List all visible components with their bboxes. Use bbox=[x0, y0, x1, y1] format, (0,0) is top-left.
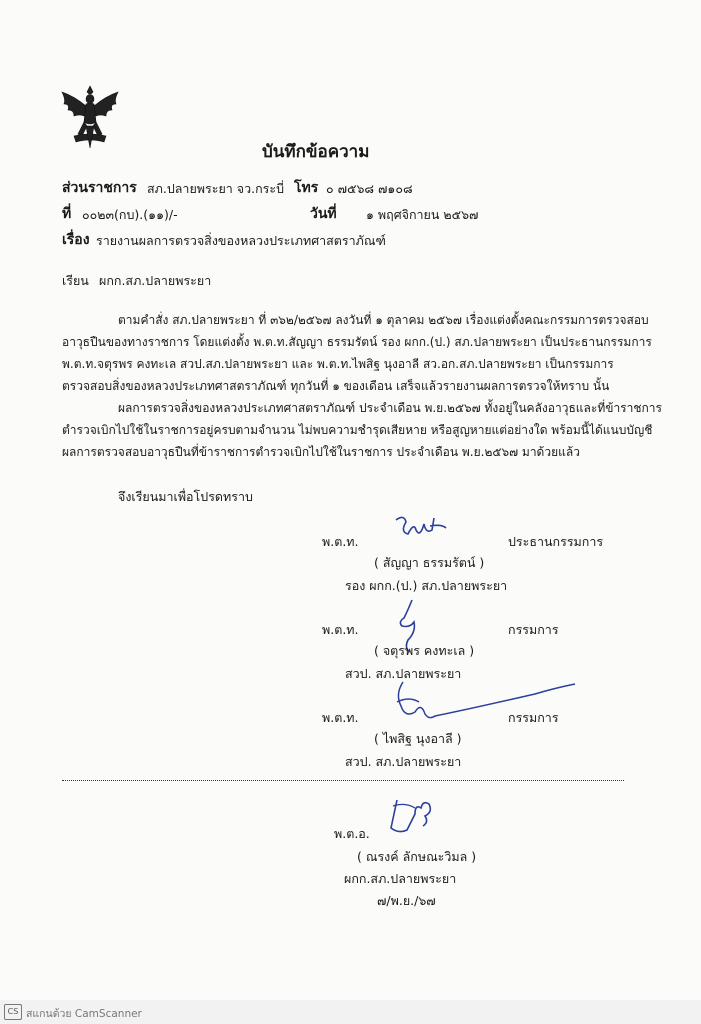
date-label: วันที่ bbox=[310, 206, 337, 222]
signer-3-position: สวป. สภ.ปลายพระยา bbox=[345, 754, 462, 769]
signer-3-name: ( ไพสิฐ นุงอาลี ) bbox=[374, 731, 462, 746]
signer-3-role: กรรมการ bbox=[508, 710, 559, 725]
agency-value: สภ.ปลายพระยา จว.กระบี่ bbox=[147, 181, 285, 196]
date-value: ๑ พฤศจิกายน ๒๕๖๗ bbox=[366, 207, 479, 222]
subject-value: รายงานผลการตรวจสิ่งของหลวงประเภทศาสตราภัณฑ์ bbox=[96, 233, 386, 248]
signer-2-rank: พ.ต.ท. bbox=[322, 622, 359, 637]
phone-label: โทร bbox=[294, 180, 319, 196]
subject-label: เรื่อง bbox=[62, 232, 90, 248]
dotted-divider bbox=[62, 780, 624, 781]
approver-rank: พ.ต.อ. bbox=[334, 826, 370, 841]
camscanner-logo-icon: CS bbox=[4, 1004, 22, 1020]
scanner-footer bbox=[0, 1000, 701, 1024]
signer-1-position: รอง ผกก.(ป.) สภ.ปลายพระยา bbox=[345, 578, 508, 593]
signature-1-icon bbox=[390, 512, 454, 546]
paragraph-line: พ.ต.ท.จตุรพร คงทะเล สวป.สภ.ปลายพระยา และ พ.ต.ท.ไพสิฐ นุงอาลี สว.อก.สภ.ปลายพระยา เป็นกรรมการ bbox=[62, 357, 614, 371]
ref-label: ที่ bbox=[62, 206, 72, 222]
approver-position: ผกก.สภ.ปลายพระยา bbox=[344, 871, 457, 886]
scanner-watermark-text: สแกนด้วย CamScanner bbox=[26, 1008, 142, 1020]
approver-name: ( ณรงค์ ลักษณะวิมล ) bbox=[357, 849, 477, 864]
phone-value: ๐ ๗๕๖๘ ๗๑๐๘ bbox=[326, 181, 413, 196]
paragraph-line: อาวุธปืนของทางราชการ โดยแต่งตั้ง พ.ต.ท.สัญญา ธรรมรัตน์ รอง ผกก.(ป.) สภ.ปลายพระยา เป็นประธานกรรมการ bbox=[62, 335, 652, 349]
paragraph-line: ตรวจสอบสิ่งของหลวงประเภทศาสตราภัณฑ์ ทุกวันที่ ๑ ของเดือน เสร็จแล้วรายงานผลการตรวจให้ทราบ นั้น bbox=[62, 379, 610, 393]
signer-2-role: กรรมการ bbox=[508, 622, 559, 637]
signer-1-role: ประธานกรรมการ bbox=[508, 534, 604, 549]
to-label: เรียน bbox=[62, 273, 89, 288]
paragraph-line: ตำรวจเบิกไปใช้ในราชการอยู่ครบตามจำนวน ไม่พบความชำรุดเสียหาย หรือสูญหายแต่อย่างใด พร้อมนี้ได้แนบบัญชี bbox=[62, 423, 653, 437]
signer-1-name: ( สัญญา ธรรมรัตน์ ) bbox=[374, 555, 485, 570]
body-paragraph-1 bbox=[62, 309, 652, 397]
to-value: ผกก.สภ.ปลายพระยา bbox=[99, 273, 212, 288]
approver-signature-icon bbox=[385, 794, 445, 840]
paragraph-line: ผลการตรวจสิ่งของหลวงประเภทศาสตราภัณฑ์ ประจำเดือน พ.ย.๒๕๖๗ ทั้งอยู่ในคลังอาวุธและที่ข้าราชการ bbox=[118, 401, 662, 415]
signer-2-position: สวป. สภ.ปลายพระยา bbox=[345, 666, 462, 681]
paragraph-line: ผลการตรวจสอบอาวุธปืนที่ข้าราชการตำรวจเบิกไปใช้ในราชการ ประจำเดือน พ.ย.๒๕๖๗ มาด้วยแล้ว bbox=[62, 445, 580, 459]
signer-1-rank: พ.ต.ท. bbox=[322, 534, 359, 549]
signer-3-rank: พ.ต.ท. bbox=[322, 710, 359, 725]
garuda-emblem-icon bbox=[56, 82, 124, 152]
memo-title: บันทึกข้อความ bbox=[262, 142, 370, 162]
agency-label: ส่วนราชการ bbox=[62, 180, 137, 196]
approval-date: ๗/พ.ย./๖๗ bbox=[377, 893, 436, 908]
ref-value: ๐๐๒๓(กบ).(๑๑)/- bbox=[82, 207, 178, 222]
closing-text: จึงเรียนมาเพื่อโปรดทราบ bbox=[118, 489, 253, 504]
body-paragraph-2 bbox=[62, 397, 662, 463]
signer-2-name: ( จตุรพร คงทะเล ) bbox=[374, 643, 475, 658]
paragraph-line: ตามคำสั่ง สภ.ปลายพระยา ที่ ๓๖๒/๒๕๖๗ ลงวันที่ ๑ ตุลาคม ๒๕๖๗ เรื่องแต่งตั้งคณะกรรมการตรวจสอบ bbox=[118, 313, 649, 327]
